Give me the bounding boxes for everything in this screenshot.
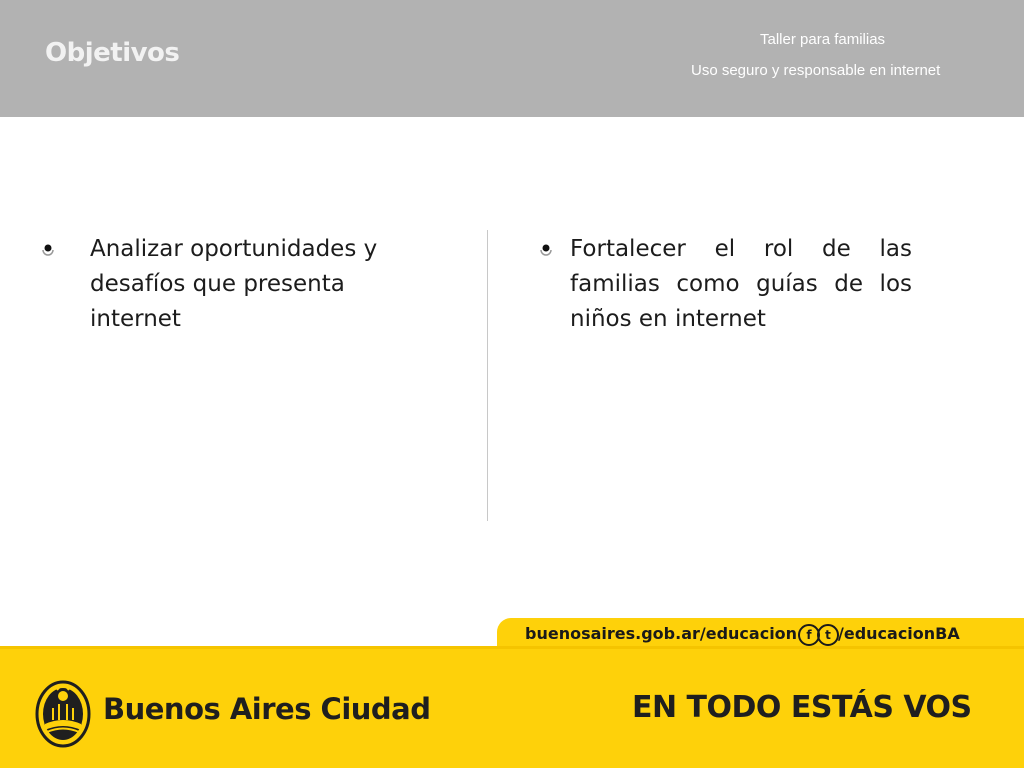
page-title: Objetivos: [45, 38, 180, 68]
footer-url-link[interactable]: buenosaires.gob.ar/educacion: [525, 624, 798, 643]
bullet-icon: [41, 243, 55, 257]
objective-right: Fortalecer el rol de las familias como guías de los niños en internet: [570, 236, 912, 332]
social-handle: /educacionBA: [838, 624, 960, 643]
slogan: EN TODO ESTÁS VOS: [632, 690, 972, 725]
bullet-icon: [539, 243, 553, 257]
objective-left: Analizar oportunidades y desafíos que presenta internet: [90, 236, 378, 332]
facebook-icon[interactable]: f: [798, 624, 820, 646]
twitter-icon[interactable]: t: [817, 624, 839, 646]
brand-name: Buenos Aires Ciudad: [103, 692, 431, 726]
city-seal-icon: [35, 678, 91, 748]
column-divider: [487, 230, 488, 521]
footer-top-line: [0, 646, 1024, 649]
header-bar: [0, 0, 1024, 117]
subtitle-topic: Uso seguro y responsable en internet: [691, 62, 941, 79]
subtitle-workshop: Taller para familias: [760, 31, 886, 48]
